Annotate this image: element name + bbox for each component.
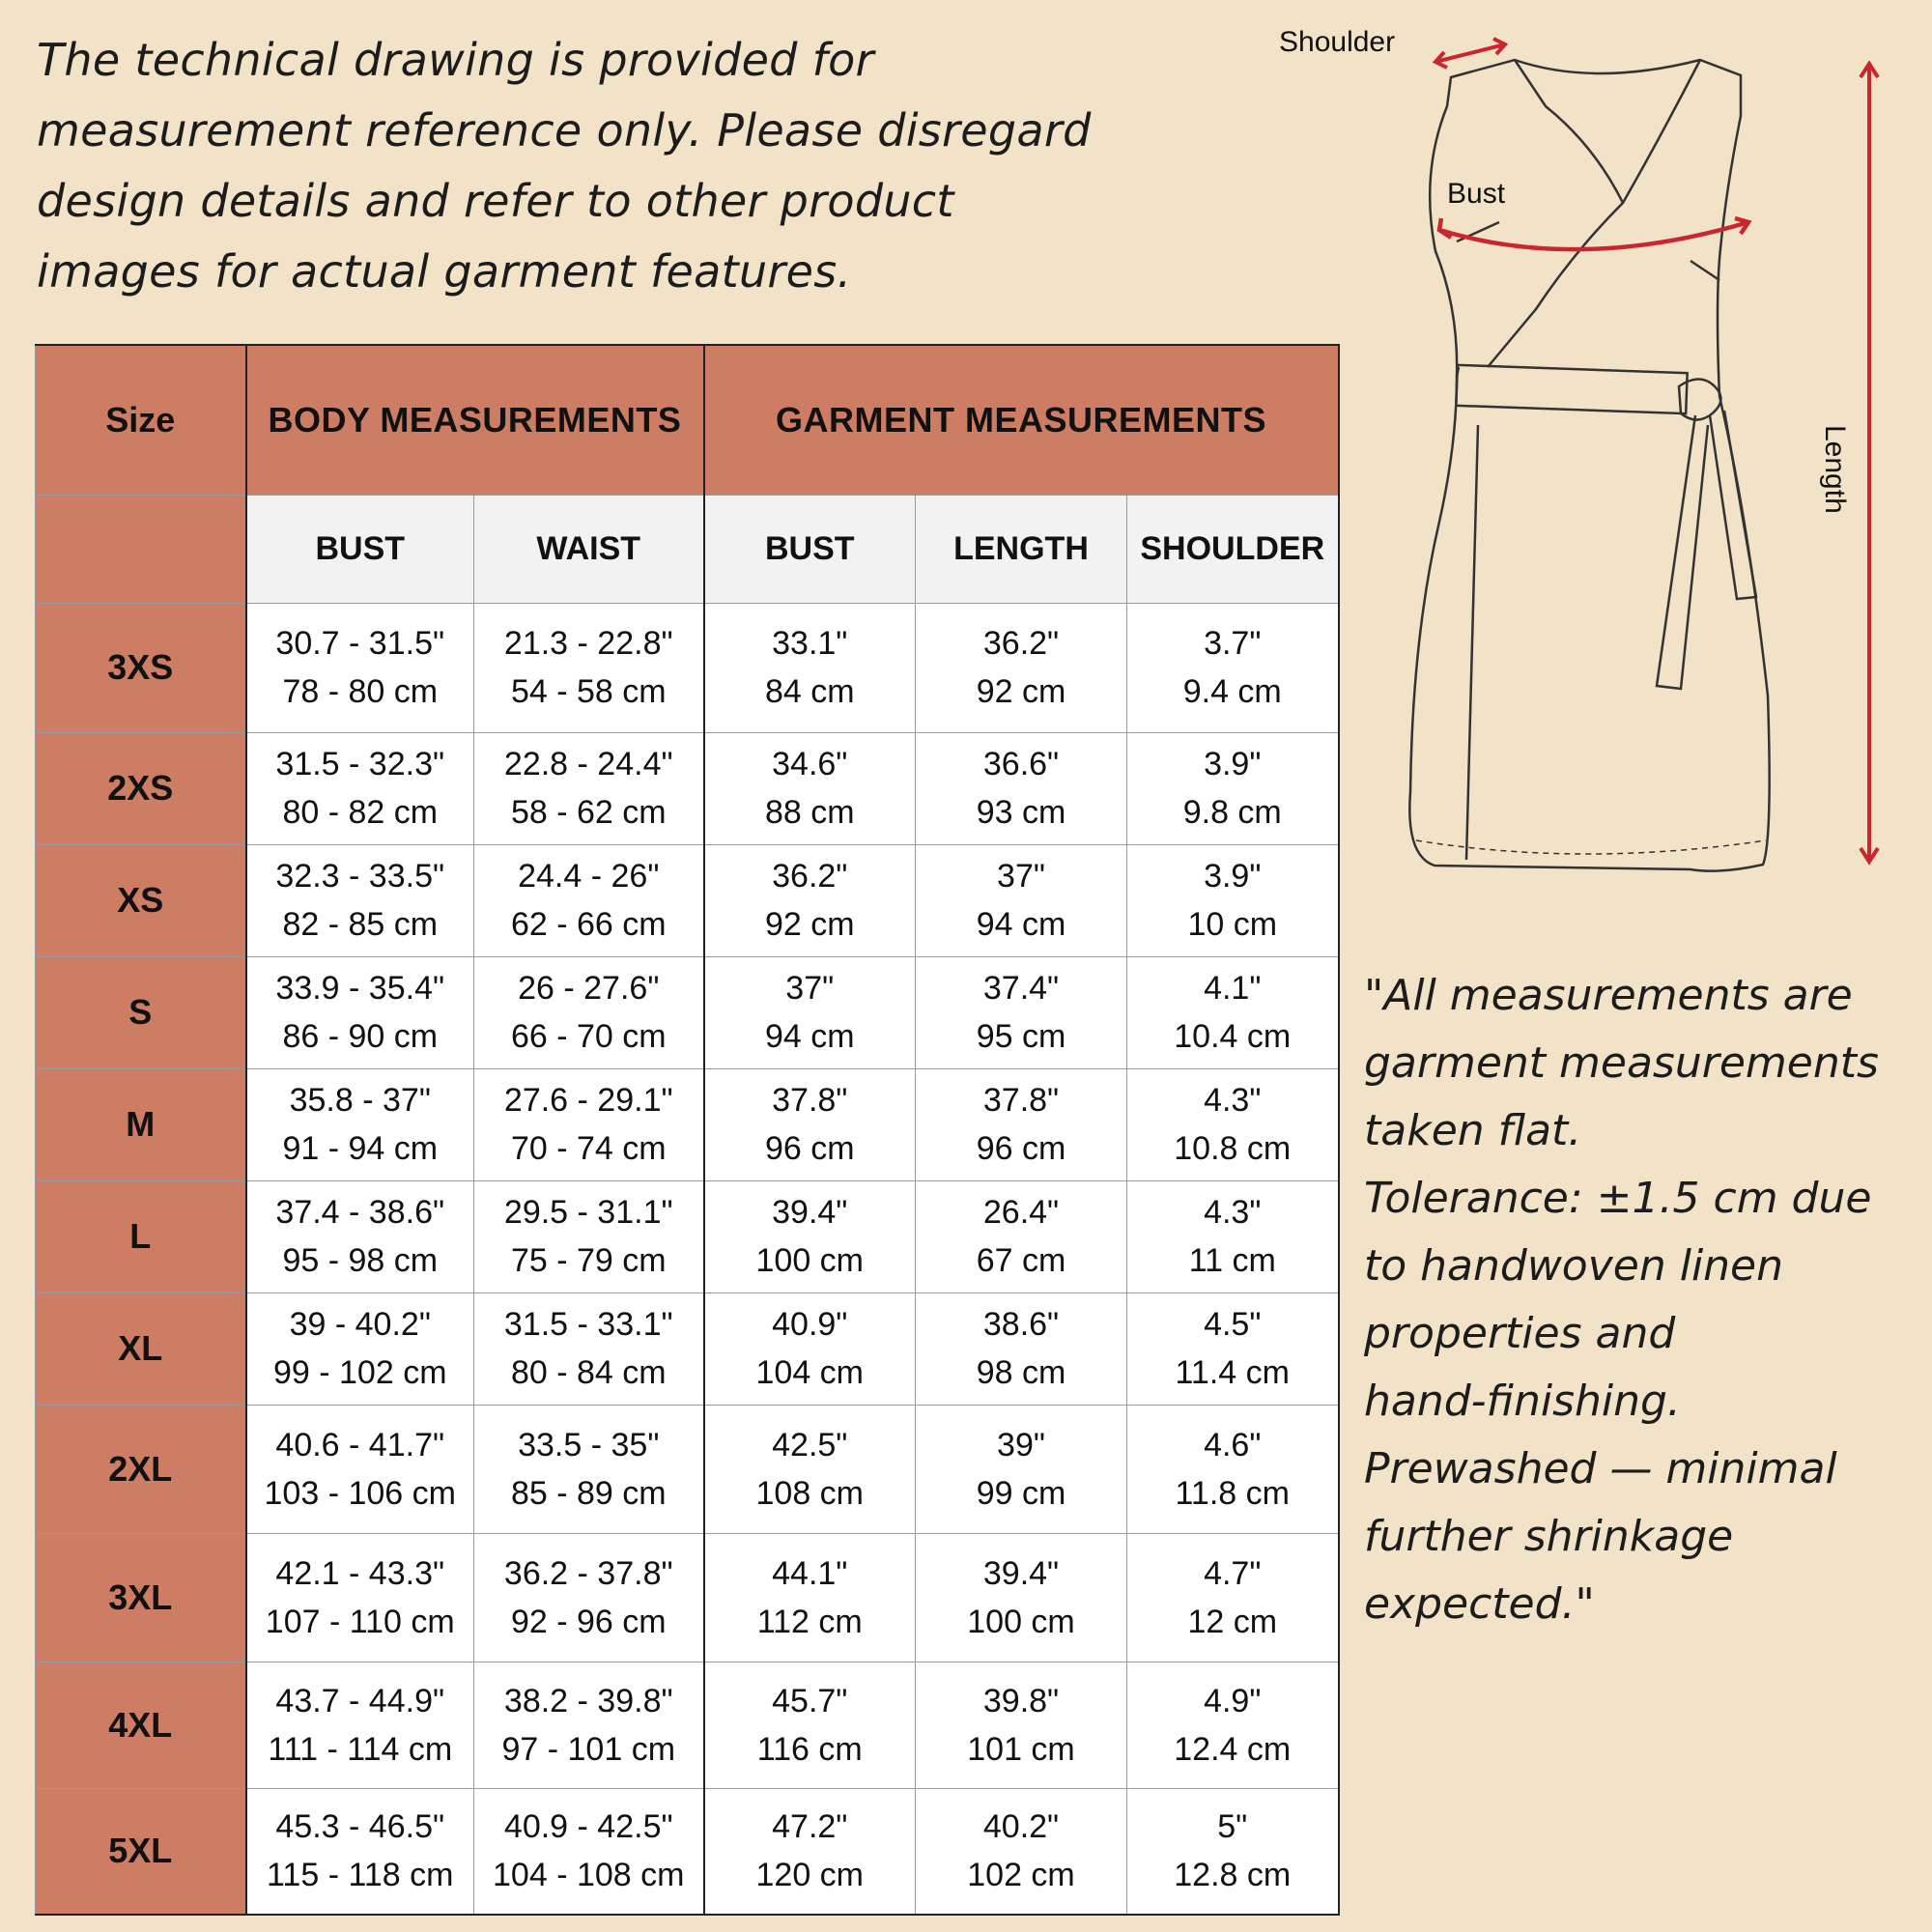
measurement-inch: 36.2" <box>772 858 848 895</box>
measurement-inch: 38.2 - 39.8" <box>503 1682 673 1719</box>
measurement-inch: 4.3" <box>1204 1194 1262 1231</box>
notes-line: "All measurements are <box>1364 971 1853 1020</box>
measurement-cm: 75 - 79 cm <box>510 1242 667 1279</box>
measurement-cell <box>916 844 1127 956</box>
size-cell: M <box>36 1068 246 1180</box>
measurement-inch: 38.6" <box>982 1306 1060 1343</box>
measurement-inch: 29.5 - 31.1" <box>503 1194 673 1231</box>
size-cell: S <box>36 956 246 1068</box>
length-label: Length <box>1819 425 1851 514</box>
measurement-inch: 40.2" <box>982 1808 1060 1846</box>
measurement-cell <box>246 1180 474 1293</box>
size-cell: 3XS <box>36 603 246 732</box>
measurement-inch: 4.5" <box>1204 1306 1262 1343</box>
measurement-inch: 39.4" <box>982 1554 1060 1592</box>
measurement-inch: 39.4" <box>772 1194 848 1231</box>
measurement-inch: 42.1 - 43.3" <box>275 1554 445 1592</box>
measurement-cm: 12.4 cm <box>1174 1730 1292 1768</box>
measurement-cell <box>1127 956 1339 1068</box>
measurement-cell <box>474 603 704 732</box>
measurement-cm: 84 cm <box>764 673 855 710</box>
table-row <box>36 603 1339 732</box>
measurement-inch: 39.8" <box>982 1682 1060 1719</box>
measurement-cell <box>916 1068 1127 1180</box>
disclaimer-line: The technical drawing is provided for <box>37 34 874 86</box>
measurement-cell <box>474 1293 704 1405</box>
measurement-inch: 36.2" <box>982 625 1060 662</box>
measurement-cm: 11 cm <box>1188 1242 1276 1279</box>
size-cell: 2XS <box>36 732 246 844</box>
measurement-cm: 9.4 cm <box>1182 673 1282 710</box>
measurement-inch: 37.4 - 38.6" <box>275 1194 445 1231</box>
table-row <box>36 1533 1339 1662</box>
measurement-inch: 34.6" <box>772 746 848 782</box>
measurement-cm: 9.8 cm <box>1182 794 1282 831</box>
measurement-cell <box>916 1662 1127 1788</box>
measurement-inch: 39 - 40.2" <box>289 1306 431 1343</box>
measurement-cell <box>916 1293 1127 1405</box>
measurement-cell <box>916 1788 1127 1915</box>
measurement-inch: 40.9" <box>772 1306 848 1343</box>
size-header-blank <box>36 495 246 603</box>
measurement-cm: 104 cm <box>755 1354 864 1391</box>
group-header-row <box>36 345 1339 495</box>
measurement-cm: 94 cm <box>976 906 1066 943</box>
measurement-inch: 4.3" <box>1204 1082 1262 1119</box>
measurement-cm: 54 - 58 cm <box>510 673 667 710</box>
size-header: Size <box>36 345 246 495</box>
measurement-cm: 102 cm <box>967 1857 1075 1894</box>
measurement-cm: 12.8 cm <box>1174 1857 1292 1894</box>
measurement-inch: 37.8" <box>982 1082 1060 1119</box>
size-cell: 4XL <box>36 1662 246 1788</box>
measurement-cell <box>474 1533 704 1662</box>
measurement-inch: 3.9" <box>1204 746 1262 782</box>
measurement-cell <box>916 603 1127 732</box>
measurement-cell <box>1127 1293 1339 1405</box>
garment-measurements-header: GARMENT MEASUREMENTS <box>704 345 1339 495</box>
measurement-cm: 10.4 cm <box>1174 1018 1292 1055</box>
measurement-cell <box>474 732 704 844</box>
measurement-inch: 4.7" <box>1204 1554 1262 1592</box>
measurement-inch: 22.8 - 24.4" <box>503 746 673 782</box>
table-row <box>36 732 1339 844</box>
measurement-cm: 91 - 94 cm <box>282 1130 439 1167</box>
measurement-cell <box>474 1180 704 1293</box>
measurement-cell <box>704 1180 916 1293</box>
measurement-cm: 10 cm <box>1187 906 1278 943</box>
measurement-cell <box>704 844 916 956</box>
measurement-cm: 82 - 85 cm <box>282 906 439 943</box>
measurement-inch: 33.9 - 35.4" <box>275 970 445 1007</box>
measurement-cm: 104 - 108 cm <box>493 1857 685 1894</box>
measurement-cm: 92 cm <box>976 673 1066 710</box>
measurement-cm: 85 - 89 cm <box>510 1474 667 1512</box>
measurement-cell <box>474 1788 704 1915</box>
measurement-cm: 95 cm <box>976 1018 1066 1055</box>
measurement-cell <box>246 1293 474 1405</box>
body-bust-header: BUST <box>246 495 474 603</box>
measurement-inch: 5" <box>1217 1808 1248 1846</box>
measurement-cm: 93 cm <box>976 794 1066 831</box>
sub-header-row <box>36 495 1339 603</box>
measurement-cm: 70 - 74 cm <box>510 1130 667 1167</box>
measurement-cm: 99 cm <box>976 1474 1066 1512</box>
measurement-inch: 43.7 - 44.9" <box>275 1682 445 1719</box>
measurement-inch: 30.7 - 31.5" <box>275 625 445 662</box>
notes-line: garment measurements <box>1364 1038 1879 1088</box>
measurement-cell <box>704 1405 916 1533</box>
measurement-inch: 39" <box>997 1426 1045 1463</box>
measurement-cell <box>916 956 1127 1068</box>
measurement-cm: 100 cm <box>967 1603 1075 1640</box>
measurement-inch: 3.7" <box>1204 625 1262 662</box>
disclaimer-line: images for actual garment features. <box>37 245 852 298</box>
table-row <box>36 1180 1339 1293</box>
measurement-inch: 42.5" <box>772 1426 848 1463</box>
disclaimer-line: measurement reference only. Please disregard <box>37 104 1092 156</box>
measurement-cell <box>246 1068 474 1180</box>
measurement-cm: 58 - 62 cm <box>510 794 667 831</box>
measurement-inch: 4.6" <box>1204 1426 1262 1463</box>
notes-line: to handwoven linen <box>1364 1241 1784 1291</box>
measurement-cm: 11.8 cm <box>1175 1474 1290 1512</box>
measurement-inch: 26 - 27.6" <box>518 970 660 1007</box>
measurement-cell <box>916 732 1127 844</box>
notes-line: taken flat. <box>1364 1106 1582 1155</box>
measurement-cell <box>704 1788 916 1915</box>
measurement-cm: 94 cm <box>764 1018 855 1055</box>
measurement-cell <box>916 1533 1127 1662</box>
measurement-inch: 36.6" <box>982 746 1060 782</box>
notes-line: properties and <box>1364 1309 1676 1358</box>
measurement-cell <box>246 1533 474 1662</box>
measurement-cm: 96 cm <box>764 1130 855 1167</box>
measurement-cell <box>474 844 704 956</box>
measurement-cm: 78 - 80 cm <box>282 673 439 710</box>
measurement-cm: 67 cm <box>976 1242 1066 1279</box>
measurement-notes <box>1364 962 1924 1638</box>
measurement-cm: 66 - 70 cm <box>510 1018 667 1055</box>
table-row <box>36 844 1339 956</box>
measurement-inch: 44.1" <box>772 1554 848 1592</box>
measurement-cell <box>474 956 704 1068</box>
measurement-cell <box>246 1788 474 1915</box>
measurement-cm: 95 - 98 cm <box>282 1242 439 1279</box>
measurement-cell <box>246 1662 474 1788</box>
size-cell: 5XL <box>36 1788 246 1915</box>
garment-bust-header: BUST <box>704 495 916 603</box>
disclaimer-line: design details and refer to other product <box>37 175 954 227</box>
measurement-inch: 37.8" <box>772 1082 848 1119</box>
measurement-cm: 115 - 118 cm <box>267 1857 454 1894</box>
measurement-inch: 37" <box>785 970 835 1007</box>
measurement-cm: 92 - 96 cm <box>510 1603 667 1640</box>
measurement-cell <box>1127 1180 1339 1293</box>
measurement-inch: 4.9" <box>1204 1682 1262 1719</box>
measurement-inch: 26.4" <box>982 1194 1060 1231</box>
size-cell: L <box>36 1180 246 1293</box>
measurement-cell <box>704 732 916 844</box>
measurement-cm: 80 - 84 cm <box>510 1354 667 1391</box>
measurement-cell <box>246 844 474 956</box>
measurement-cm: 107 - 110 cm <box>265 1603 455 1640</box>
table-row <box>36 956 1339 1068</box>
measurement-cm: 108 cm <box>755 1474 864 1512</box>
measurement-inch: 31.5 - 32.3" <box>275 746 445 782</box>
size-cell: 2XL <box>36 1405 246 1533</box>
notes-line: hand-finishing. <box>1364 1377 1681 1426</box>
measurement-inch: 27.6 - 29.1" <box>503 1082 673 1119</box>
measurement-inch: 24.4 - 26" <box>518 858 660 895</box>
body-waist-header: WAIST <box>474 495 704 603</box>
measurement-cell <box>1127 1788 1339 1915</box>
measurement-cm: 86 - 90 cm <box>282 1018 439 1055</box>
table-row <box>36 1293 1339 1405</box>
measurement-inch: 36.2 - 37.8" <box>503 1554 673 1592</box>
measurement-cm: 101 cm <box>967 1730 1075 1768</box>
measurement-cm: 99 - 102 cm <box>272 1354 447 1391</box>
measurement-cell <box>1127 1662 1339 1788</box>
garment-length-header: LENGTH <box>916 495 1127 603</box>
measurement-cell <box>474 1068 704 1180</box>
size-cell: 3XL <box>36 1533 246 1662</box>
disclaimer-text <box>37 25 1119 307</box>
shoulder-arrow <box>1435 39 1505 68</box>
measurement-inch: 35.8 - 37" <box>289 1082 431 1119</box>
measurement-cm: 92 cm <box>764 906 855 943</box>
measurement-cell <box>704 1068 916 1180</box>
measurement-cell <box>474 1405 704 1533</box>
table-row <box>36 1068 1339 1180</box>
measurement-inch: 33.1" <box>772 625 848 662</box>
body-measurements-header: BODY MEASUREMENTS <box>246 345 704 495</box>
length-arrow <box>1861 64 1878 862</box>
measurement-cm: 98 cm <box>976 1354 1066 1391</box>
measurement-inch: 3.9" <box>1204 858 1262 895</box>
measurement-cell <box>704 603 916 732</box>
measurement-inch: 47.2" <box>772 1808 848 1846</box>
size-chart-table <box>35 344 1340 1916</box>
measurement-cell <box>704 1662 916 1788</box>
measurement-inch: 31.5 - 33.1" <box>503 1306 673 1343</box>
dress-technical-drawing <box>1246 19 1922 908</box>
table-row <box>36 1662 1339 1788</box>
measurement-cm: 112 cm <box>756 1603 863 1640</box>
measurement-inch: 32.3 - 33.5" <box>275 858 445 895</box>
notes-line: Prewashed — minimal <box>1364 1444 1837 1493</box>
bust-label: Bust <box>1447 178 1506 210</box>
measurement-cm: 12 cm <box>1187 1603 1278 1640</box>
measurement-cell <box>916 1405 1127 1533</box>
garment-shoulder-header: SHOULDER <box>1127 495 1339 603</box>
measurement-inch: 4.1" <box>1204 970 1262 1007</box>
measurement-cm: 80 - 82 cm <box>282 794 439 831</box>
measurement-cell <box>474 1662 704 1788</box>
notes-line: Tolerance: ±1.5 cm due <box>1364 1174 1872 1223</box>
measurement-cm: 100 cm <box>755 1242 864 1279</box>
measurement-cm: 11.4 cm <box>1175 1354 1290 1391</box>
table-row <box>36 1788 1339 1915</box>
measurement-cm: 111 - 114 cm <box>268 1730 453 1768</box>
measurement-cell <box>246 1405 474 1533</box>
measurement-cm: 96 cm <box>976 1130 1066 1167</box>
measurement-cm: 10.8 cm <box>1174 1130 1292 1167</box>
shoulder-label: Shoulder <box>1279 26 1396 58</box>
size-cell: XS <box>36 844 246 956</box>
measurement-cm: 116 cm <box>756 1730 863 1768</box>
measurement-cell <box>246 732 474 844</box>
measurement-inch: 21.3 - 22.8" <box>503 625 673 662</box>
measurement-cell <box>1127 1405 1339 1533</box>
measurement-cm: 103 - 106 cm <box>264 1474 456 1512</box>
measurement-cm: 120 cm <box>755 1857 864 1894</box>
measurement-cell <box>1127 1533 1339 1662</box>
measurement-inch: 40.9 - 42.5" <box>503 1808 673 1846</box>
measurement-inch: 45.3 - 46.5" <box>275 1808 445 1846</box>
measurement-inch: 37.4" <box>982 970 1060 1007</box>
measurement-cell <box>246 603 474 732</box>
table-row <box>36 1405 1339 1533</box>
measurement-cell <box>916 1180 1127 1293</box>
measurement-inch: 33.5 - 35" <box>518 1426 660 1463</box>
measurement-cm: 62 - 66 cm <box>510 906 667 943</box>
measurement-cm: 97 - 101 cm <box>501 1730 676 1768</box>
measurement-inch: 45.7" <box>772 1682 848 1719</box>
notes-line: expected." <box>1364 1579 1595 1629</box>
measurement-cm: 88 cm <box>764 794 855 831</box>
measurement-cell <box>704 956 916 1068</box>
measurement-inch: 37" <box>997 858 1045 895</box>
measurement-inch: 40.6 - 41.7" <box>275 1426 445 1463</box>
measurement-cell <box>704 1533 916 1662</box>
measurement-cell <box>704 1293 916 1405</box>
size-cell: XL <box>36 1293 246 1405</box>
measurement-cell <box>246 956 474 1068</box>
measurement-cell <box>1127 1068 1339 1180</box>
notes-line: further shrinkage <box>1364 1512 1734 1561</box>
